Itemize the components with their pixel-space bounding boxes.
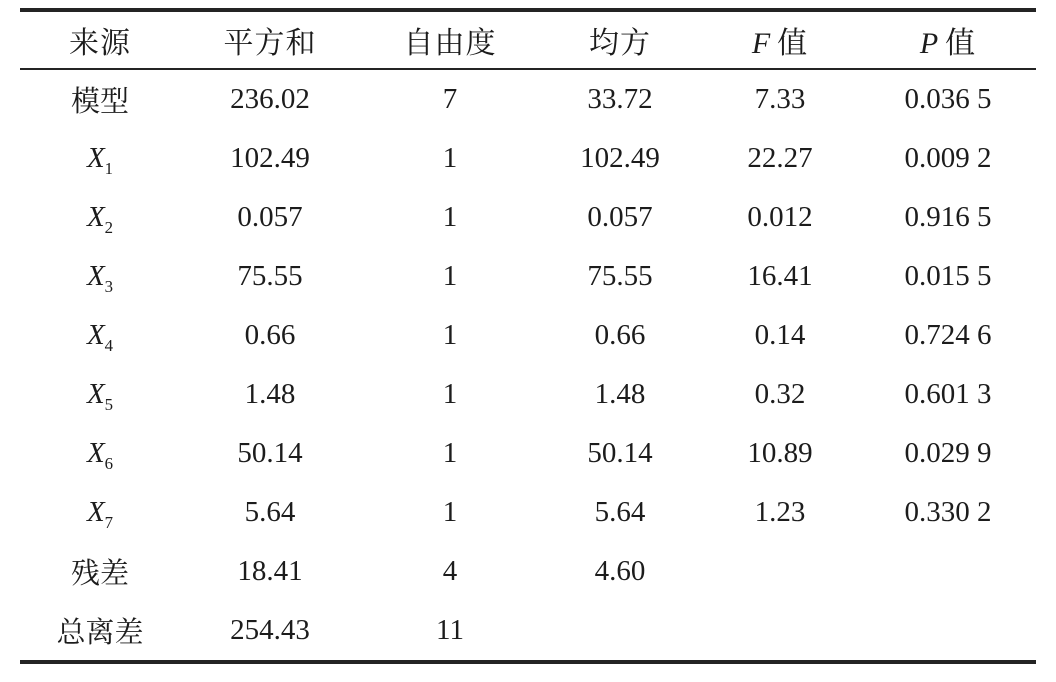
value-cell: 1 xyxy=(442,201,458,233)
table-header-row xyxy=(20,10,1036,69)
value-cell: 254.43 xyxy=(230,614,310,646)
source-cell xyxy=(20,601,180,662)
value-cell xyxy=(860,601,1036,662)
column-header-label: 值 xyxy=(777,27,809,60)
value-cell: 0.32 xyxy=(754,378,806,410)
column-header xyxy=(860,10,1036,69)
value-cell: 0.029 9 xyxy=(904,437,992,469)
value-cell xyxy=(700,601,860,662)
source-cell xyxy=(20,424,180,483)
column-header-label: 值 xyxy=(945,27,977,60)
table-row xyxy=(20,542,1036,601)
value-cell: 33.72 xyxy=(587,83,653,115)
source-variable-symbol: X xyxy=(86,319,105,351)
value-cell: 236.02 xyxy=(230,83,310,115)
value-cell: 7 xyxy=(442,83,458,115)
column-header-italic-symbol: F xyxy=(751,27,771,60)
value-cell: 0.724 6 xyxy=(904,319,992,351)
value-cell xyxy=(860,542,1036,601)
value-cell: 0.601 3 xyxy=(904,378,992,410)
source-cell xyxy=(20,247,180,306)
value-cell: 1.48 xyxy=(594,378,646,410)
value-cell: 0.14 xyxy=(754,319,806,351)
table-row xyxy=(20,247,1036,306)
value-cell: 1.23 xyxy=(754,496,806,528)
value-cell: 0.057 xyxy=(237,201,303,233)
value-cell: 5.64 xyxy=(594,496,646,528)
source-variable-symbol: X xyxy=(86,437,105,469)
source-label: 模型 xyxy=(70,86,129,118)
source-variable-subscript: 7 xyxy=(104,512,114,532)
source-cell xyxy=(20,483,180,542)
table-row xyxy=(20,129,1036,188)
source-variable-subscript: 1 xyxy=(104,158,114,178)
column-header-label: 平方和 xyxy=(223,27,317,60)
value-cell: 0.012 xyxy=(747,201,813,233)
value-cell: 0.036 5 xyxy=(904,83,992,115)
value-cell: 1 xyxy=(442,378,458,410)
table-row xyxy=(20,365,1036,424)
source-variable-symbol: X xyxy=(86,142,105,174)
value-cell: 22.27 xyxy=(747,142,813,174)
value-cell: 1 xyxy=(442,142,458,174)
source-cell xyxy=(20,129,180,188)
column-header xyxy=(180,10,360,69)
source-label: 总离差 xyxy=(56,617,144,649)
value-cell: 18.41 xyxy=(237,555,303,587)
value-cell: 10.89 xyxy=(747,437,813,469)
table-body xyxy=(20,69,1036,662)
source-variable-subscript: 5 xyxy=(104,394,114,414)
column-header-label: 均方 xyxy=(589,27,651,60)
source-variable-symbol: X xyxy=(86,201,105,233)
column-header-label: 来源 xyxy=(69,27,131,60)
table-row xyxy=(20,483,1036,542)
column-header-label: 自由度 xyxy=(403,27,497,60)
value-cell: 75.55 xyxy=(237,260,303,292)
value-cell: 7.33 xyxy=(754,83,806,115)
value-cell: 50.14 xyxy=(587,437,653,469)
source-variable-subscript: 6 xyxy=(104,453,114,473)
table-row xyxy=(20,188,1036,247)
table-head xyxy=(20,10,1036,69)
value-cell: 0.66 xyxy=(244,319,296,351)
table-row xyxy=(20,306,1036,365)
value-cell: 0.66 xyxy=(594,319,646,351)
source-variable-subscript: 3 xyxy=(104,276,114,296)
column-header xyxy=(540,10,700,69)
value-cell: 4.60 xyxy=(594,555,646,587)
value-cell: 1 xyxy=(442,319,458,351)
value-cell: 102.49 xyxy=(580,142,660,174)
anova-table xyxy=(20,8,1036,664)
value-cell: 50.14 xyxy=(237,437,303,469)
table-row xyxy=(20,424,1036,483)
source-cell xyxy=(20,542,180,601)
value-cell: 1.48 xyxy=(244,378,296,410)
source-cell xyxy=(20,188,180,247)
source-variable-subscript: 2 xyxy=(104,217,114,237)
source-cell xyxy=(20,69,180,129)
value-cell: 0.330 2 xyxy=(904,496,992,528)
value-cell xyxy=(540,601,700,662)
column-header xyxy=(360,10,540,69)
source-label: 残差 xyxy=(70,558,129,590)
column-header xyxy=(700,10,860,69)
source-variable-symbol: X xyxy=(86,496,105,528)
source-cell xyxy=(20,365,180,424)
value-cell: 0.009 2 xyxy=(904,142,992,174)
value-cell: 102.49 xyxy=(230,142,310,174)
value-cell: 1 xyxy=(442,260,458,292)
table-row xyxy=(20,601,1036,662)
value-cell: 1 xyxy=(442,496,458,528)
value-cell: 0.015 5 xyxy=(904,260,992,292)
source-variable-symbol: X xyxy=(86,378,105,410)
value-cell: 1 xyxy=(442,437,458,469)
value-cell: 4 xyxy=(442,555,458,587)
value-cell: 5.64 xyxy=(244,496,296,528)
table-row xyxy=(20,69,1036,129)
value-cell: 0.057 xyxy=(587,201,653,233)
column-header xyxy=(20,10,180,69)
value-cell: 11 xyxy=(436,614,464,646)
source-variable-subscript: 4 xyxy=(104,335,114,355)
value-cell: 16.41 xyxy=(747,260,813,292)
value-cell xyxy=(700,542,860,601)
value-cell: 0.916 5 xyxy=(904,201,992,233)
source-variable-symbol: X xyxy=(86,260,105,292)
column-header-italic-symbol: P xyxy=(919,27,939,60)
source-cell xyxy=(20,306,180,365)
value-cell: 75.55 xyxy=(587,260,653,292)
